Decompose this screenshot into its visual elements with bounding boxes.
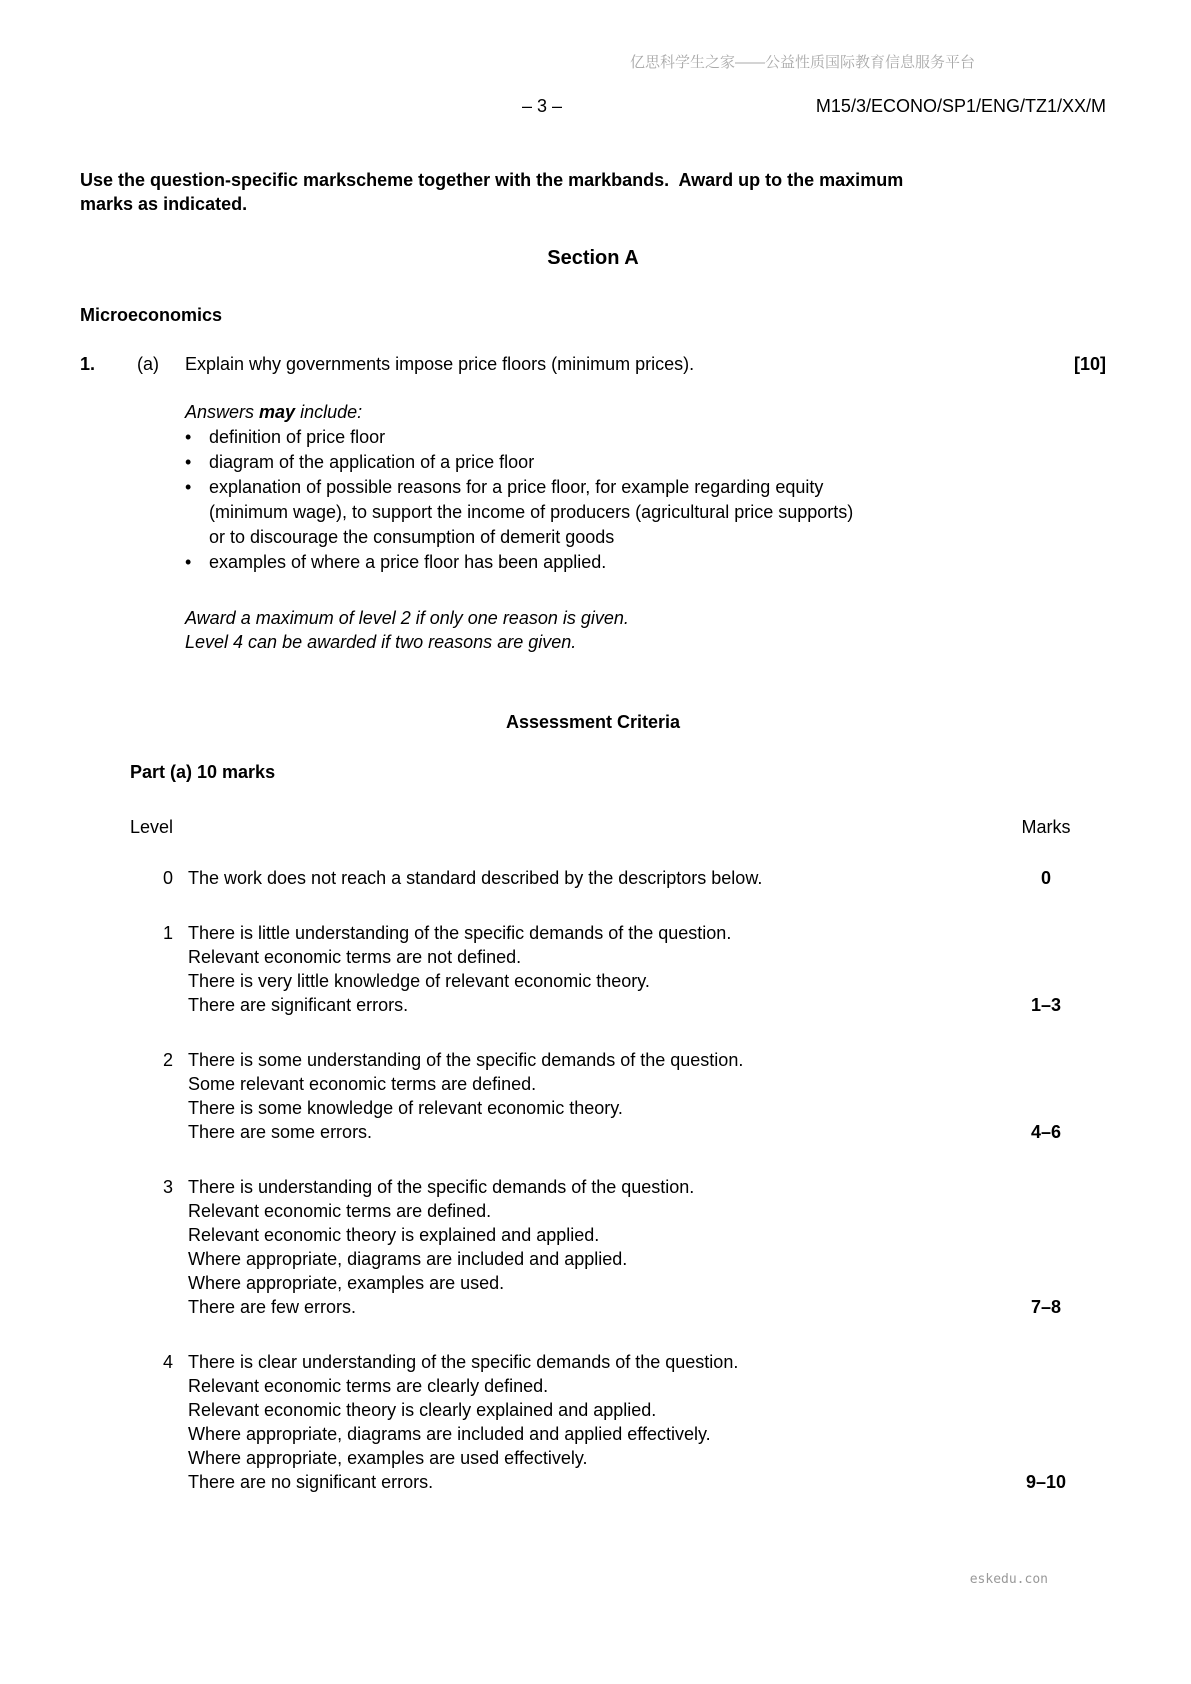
descriptor-line: There are significant errors.	[188, 995, 409, 1015]
level-number: 4	[162, 1352, 173, 1372]
level-marks: 4–6	[1030, 1122, 1062, 1142]
list-item	[185, 450, 1106, 475]
bullet-icon: •	[185, 477, 192, 497]
descriptor-line: Relevant economic theory is clearly explained and applied.	[188, 1400, 657, 1420]
level-marks: 9–10	[1025, 1472, 1067, 1492]
criteria-header-row	[80, 815, 1106, 839]
level-marks: 0	[1040, 868, 1051, 888]
level-number: 2	[162, 1050, 173, 1070]
descriptor-line: The work does not reach a standard described by the descriptors below.	[188, 868, 763, 888]
assessment-criteria-title: Assessment Criteria	[505, 712, 681, 732]
criteria-row-level-1	[80, 921, 1106, 1017]
list-item	[185, 550, 1106, 575]
level-number: 0	[162, 868, 173, 888]
answers-intro-emphasis: may	[259, 402, 296, 422]
page-number: – 3 –	[522, 96, 563, 116]
level-number: 1	[162, 923, 173, 943]
descriptor-line: Where appropriate, diagrams are included and applied effectively.	[188, 1424, 711, 1444]
descriptor-line: Where appropriate, diagrams are included and applied.	[188, 1249, 628, 1269]
level-marks: 7–8	[1030, 1297, 1062, 1317]
descriptor-line: Relevant economic terms are not defined.	[188, 947, 522, 967]
question-text: Explain why governments impose price floors (minimum prices).	[185, 354, 695, 374]
criteria-row-level-2	[80, 1048, 1106, 1144]
descriptor-line: There is little understanding of the specific demands of the question.	[188, 923, 732, 943]
level-descriptors	[188, 921, 986, 1017]
descriptor-line: Where appropriate, examples are used effectively.	[188, 1448, 588, 1468]
bullet-icon: •	[185, 452, 192, 472]
page-content	[80, 0, 1106, 1494]
document-code: M15/3/ECONO/SP1/ENG/TZ1/XX/M	[815, 96, 1106, 116]
level-descriptors	[188, 1350, 986, 1494]
descriptor-line: There is some understanding of the specific demands of the question.	[188, 1050, 744, 1070]
descriptor-line: There are some errors.	[188, 1122, 373, 1142]
bullet-text: examples of where a price floor has been applied.	[209, 552, 607, 572]
descriptor-line: Some relevant economic terms are defined.	[188, 1074, 537, 1094]
marking-note: Award a maximum of level 2 if only one reason is given.	[185, 608, 629, 628]
level-column-header: Level	[130, 817, 174, 837]
level-descriptors	[188, 1048, 986, 1144]
criteria-row-level-0	[80, 866, 1106, 890]
bullet-text: explanation of possible reasons for a price floor, for example regarding equity (minimum wage), to support the income of producers (agricultural price supports) or to discourage the consumption of demerit goods	[209, 477, 854, 547]
criteria-row-level-3	[80, 1175, 1106, 1319]
bullet-icon: •	[185, 552, 192, 572]
list-item	[185, 475, 1106, 550]
footer-watermark: eskedu.con	[969, 1572, 1048, 1587]
descriptor-line: Relevant economic terms are defined.	[188, 1201, 492, 1221]
answers-intro-post: include:	[295, 402, 363, 422]
bullet-text: diagram of the application of a price floor	[209, 452, 535, 472]
instruction-paragraph: Use the question-specific markscheme together with the markbands. Award up to the maximum marks as indicated.	[80, 170, 909, 214]
question-number: 1.	[80, 354, 96, 374]
question-line	[80, 352, 1106, 376]
spacer	[173, 815, 986, 839]
bullet-text: definition of price floor	[209, 427, 386, 447]
answer-bullet-list	[185, 425, 1106, 575]
question-part-label: (a)	[137, 354, 159, 374]
level-marks: 1–3	[1030, 995, 1062, 1015]
answers-block	[185, 400, 1106, 654]
bullet-icon: •	[185, 427, 192, 447]
descriptor-line: There is understanding of the specific demands of the question.	[188, 1177, 695, 1197]
descriptor-line: Relevant economic theory is explained and applied.	[188, 1225, 600, 1245]
answers-intro-pre: Answers	[185, 402, 260, 422]
answers-intro	[185, 400, 1106, 424]
descriptor-line: There are no significant errors.	[188, 1472, 434, 1492]
descriptor-line: There is some knowledge of relevant economic theory.	[188, 1098, 623, 1118]
level-number: 3	[162, 1177, 173, 1197]
level-descriptors	[188, 866, 986, 890]
marks-column-header: Marks	[1021, 817, 1071, 837]
descriptor-line: Relevant economic terms are clearly defined.	[188, 1376, 549, 1396]
topic-heading: Microeconomics	[80, 305, 223, 325]
list-item	[185, 425, 1106, 450]
marking-note: Level 4 can be awarded if two reasons are given.	[185, 632, 577, 652]
part-heading: Part (a) 10 marks	[130, 762, 276, 782]
criteria-row-level-4	[80, 1350, 1106, 1494]
question-max-marks: [10]	[1073, 354, 1106, 374]
section-title: Section A	[547, 247, 639, 269]
level-descriptors	[188, 1175, 986, 1319]
site-watermark-header: 亿思科学生之家——公益性质国际教育信息服务平台	[629, 54, 975, 71]
descriptor-line: Where appropriate, examples are used.	[188, 1273, 505, 1293]
descriptor-line: There is clear understanding of the specific demands of the question.	[188, 1352, 739, 1372]
descriptor-line: There is very little knowledge of relevant economic theory.	[188, 971, 650, 991]
descriptor-line: There are few errors.	[188, 1297, 357, 1317]
